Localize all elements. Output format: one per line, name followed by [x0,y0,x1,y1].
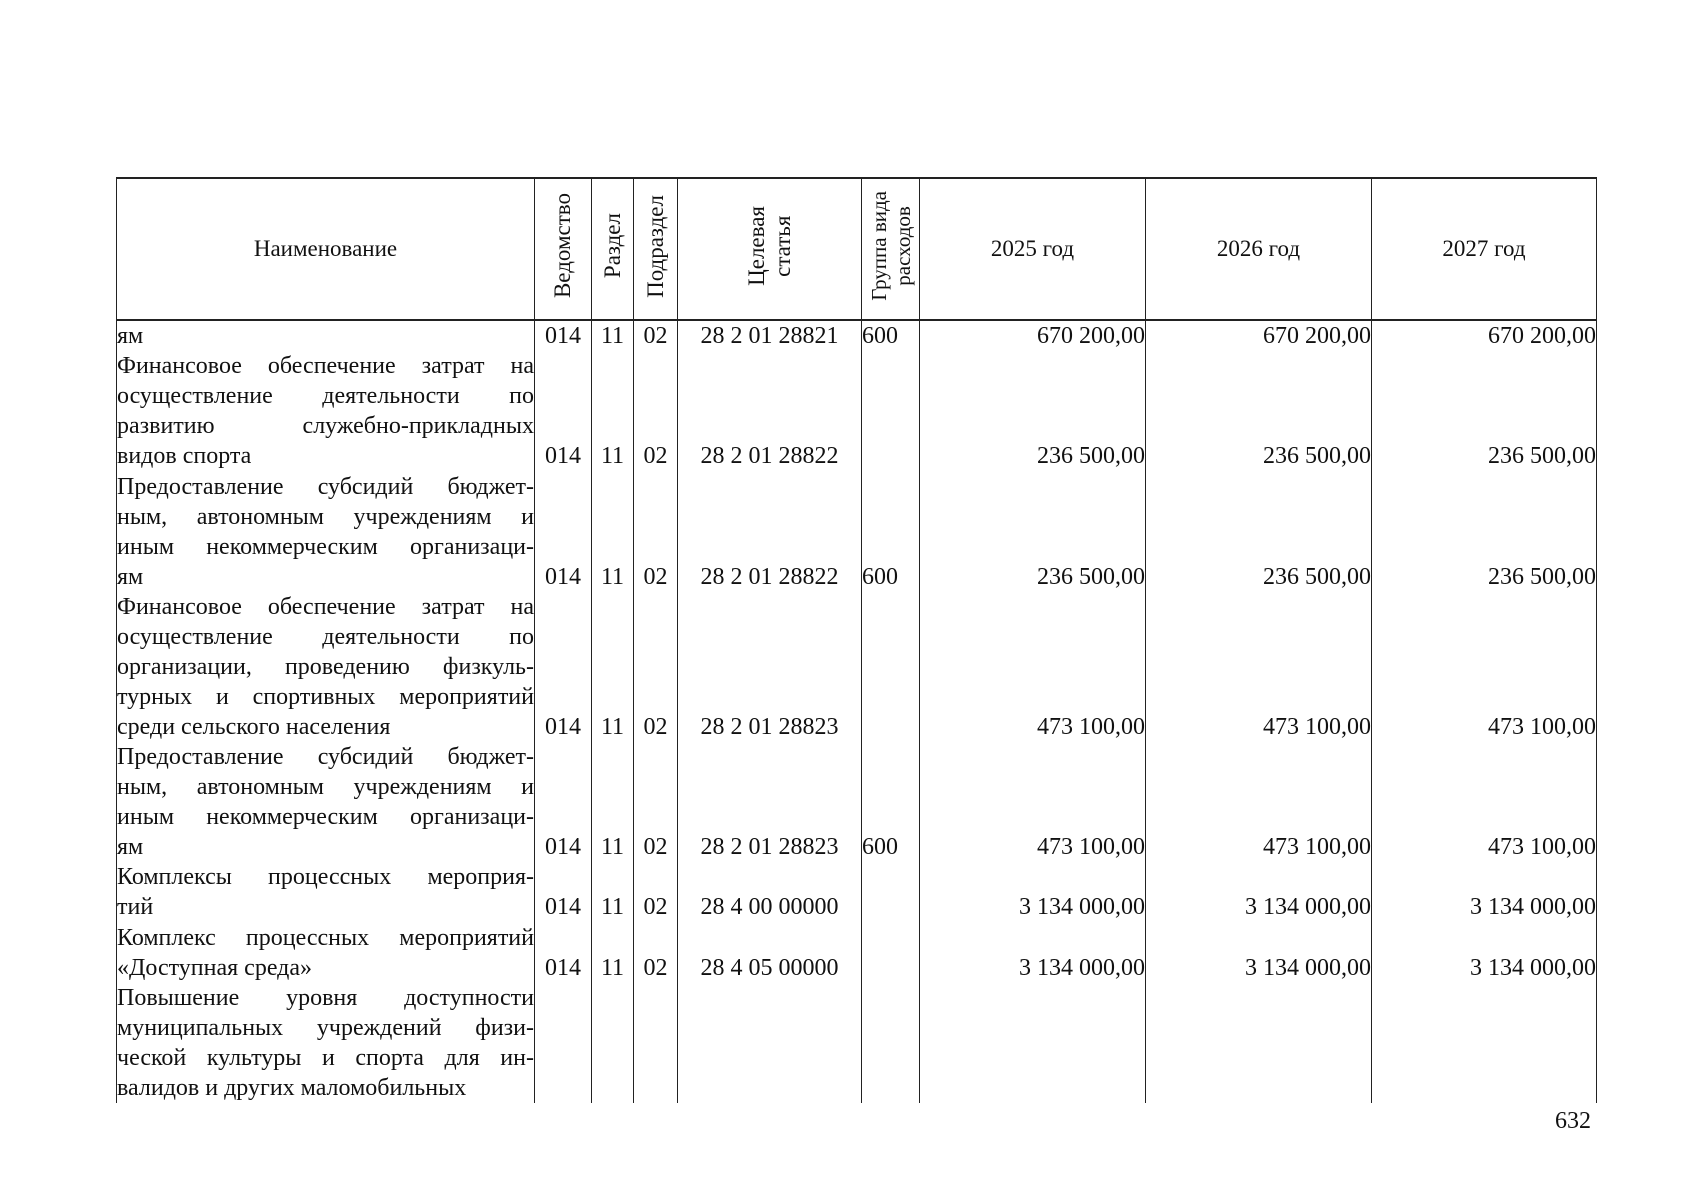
row-name-line: Предоставление субсидий бюджет- [117,744,534,771]
row-name-line: ным, автономным учреждениям и [117,503,534,530]
row-section: 11 [592,862,634,922]
row-subsection [634,983,678,1103]
row-group [862,983,920,1103]
header-name: Наименование [117,178,535,320]
row-ministry: 014 [535,922,592,982]
row-ministry: 014 [535,320,592,351]
row-subsection: 02 [634,862,678,922]
table-row [117,320,1597,351]
row-name-line: муниципальных учреждений физи- [117,1015,534,1041]
row-subsection: 02 [634,592,678,742]
row-subsection: 02 [634,922,678,982]
table-row [117,351,1597,471]
row-name-line: турных и спортивных мероприятий [117,684,534,711]
row-ministry: 014 [535,862,592,922]
row-group [862,592,920,742]
table-row [117,471,1597,591]
row-y2026: 236 500,00 [1146,471,1372,591]
row-section: 11 [592,320,634,351]
row-y2027: 670 200,00 [1372,320,1597,351]
header-target-line1: Целевая [743,206,769,286]
row-name-line: Финансовое обеспечение затрат на [117,594,534,621]
header-2027: 2027 год [1372,178,1597,320]
row-section: 11 [592,922,634,982]
table-row [117,922,1597,982]
header-target-line2: статья [769,215,795,277]
row-name [117,742,535,862]
header-group-line2: расходов [890,206,915,286]
row-section: 11 [592,592,634,742]
row-y2025: 473 100,00 [920,592,1146,742]
row-y2025: 236 500,00 [920,471,1146,591]
row-y2026: 3 134 000,00 [1146,922,1372,982]
row-target: 28 2 01 28823 [678,742,862,862]
row-y2025: 670 200,00 [920,320,1146,351]
row-target: 28 2 01 28821 [678,320,862,351]
row-name [117,922,535,982]
row-section: 11 [592,471,634,591]
row-group [862,351,920,471]
row-ministry: 014 [535,351,592,471]
row-y2026: 670 200,00 [1146,320,1372,351]
row-name-line: видов спорта [117,443,252,470]
header-group-line1: Группа вида [866,191,891,301]
table-row [117,742,1597,862]
row-name-line: ческой культуры и спорта для ин- [117,1045,534,1071]
row-name-line: ным, автономным учреждениям и [117,774,534,801]
row-name-line: Предоставление субсидий бюджет- [117,473,534,500]
row-y2026: 473 100,00 [1146,592,1372,742]
header-section: Раздел [592,178,634,320]
row-y2027: 3 134 000,00 [1372,862,1597,922]
row-group: 600 [862,471,920,591]
row-name-line: ям [117,563,144,590]
row-section: 11 [592,742,634,862]
row-y2025: 3 134 000,00 [920,862,1146,922]
row-y2025: 473 100,00 [920,742,1146,862]
row-name-line: Финансовое обеспечение затрат на [117,353,534,380]
header-2026: 2026 год [1146,178,1372,320]
row-name [117,862,535,922]
row-name [117,592,535,742]
row-name-line: Повышение уровня доступности [117,985,534,1011]
row-name-line: развитию служебно-прикладных [117,413,534,440]
row-ministry: 014 [535,471,592,591]
row-name-line: осуществление деятельности по [117,624,534,651]
table-row [117,592,1597,742]
row-name-line: осуществление деятельности по [117,383,534,410]
header-subsection: Подраздел [634,178,678,320]
row-y2027 [1372,983,1597,1103]
header-target [678,178,862,320]
row-name-line: иным некоммерческим организаци- [117,804,534,831]
row-y2027: 3 134 000,00 [1372,922,1597,982]
row-name-line: ям [117,323,144,350]
row-section: 11 [592,351,634,471]
header-group [862,178,920,320]
row-name [117,320,535,351]
row-y2027: 236 500,00 [1372,471,1597,591]
row-subsection: 02 [634,320,678,351]
row-group [862,862,920,922]
row-ministry: 014 [535,592,592,742]
row-ministry [535,983,592,1103]
row-name [117,983,535,1103]
row-name [117,471,535,591]
row-subsection: 02 [634,742,678,862]
row-name-line: иным некоммерческим организаци- [117,533,534,560]
page-number: 632 [1555,1108,1591,1134]
row-y2026 [1146,983,1372,1103]
table-body [117,320,1597,1103]
table-row [117,983,1597,1103]
row-target: 28 2 01 28822 [678,471,862,591]
header-ministry: Ведомство [535,178,592,320]
row-y2025: 236 500,00 [920,351,1146,471]
row-ministry: 014 [535,742,592,862]
row-name-line: среди сельского населения [117,714,391,741]
header-row [117,178,1597,320]
row-y2027: 473 100,00 [1372,592,1597,742]
row-target: 28 4 05 00000 [678,922,862,982]
row-subsection: 02 [634,471,678,591]
row-target: 28 4 00 00000 [678,862,862,922]
row-name [117,351,535,471]
row-subsection: 02 [634,351,678,471]
row-y2027: 236 500,00 [1372,351,1597,471]
row-y2027: 473 100,00 [1372,742,1597,862]
table-row [117,862,1597,922]
row-target: 28 2 01 28822 [678,351,862,471]
row-name-line: «Доступная среда» [117,954,313,981]
row-name-line: Комплексы процессных мероприя- [117,864,534,891]
row-section [592,983,634,1103]
header-2025: 2025 год [920,178,1146,320]
row-y2025: 3 134 000,00 [920,922,1146,982]
row-y2025 [920,983,1146,1103]
row-name-line: организации, проведению физкуль- [117,654,534,681]
row-group [862,922,920,982]
row-name-line: тий [117,894,154,921]
row-group: 600 [862,742,920,862]
row-name-line: валидов и других маломобильных [117,1075,467,1101]
row-y2026: 236 500,00 [1146,351,1372,471]
row-target [678,983,862,1103]
row-group: 600 [862,320,920,351]
row-name-line: Комплекс процессных мероприятий [117,924,534,951]
row-y2026: 3 134 000,00 [1146,862,1372,922]
row-target: 28 2 01 28823 [678,592,862,742]
budget-table [116,177,1597,1103]
row-name-line: ям [117,834,144,861]
row-y2026: 473 100,00 [1146,742,1372,862]
